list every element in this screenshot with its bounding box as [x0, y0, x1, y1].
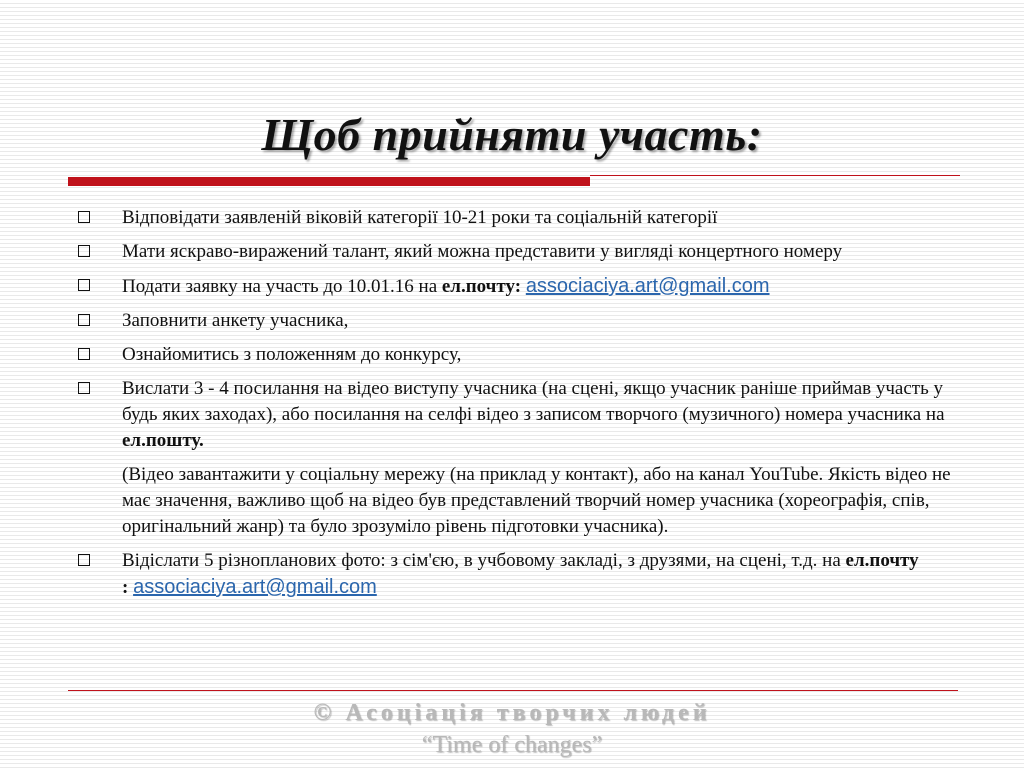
- list-item-text: Мати яскраво-виражений талант, який можна представити у вигляді концертного номеру: [122, 241, 843, 262]
- title-underline-thin: [590, 175, 960, 176]
- list-item-bold: ел.почту:: [441, 276, 522, 297]
- list-item: [72, 239, 952, 265]
- list-item-text: Подати заявку на участь до 10.01.16 на: [122, 276, 442, 297]
- list-item-text: Вислати 3 - 4 посилання на відео виступу учасника (на сцені, якщо учасник раніше приймав участь у будь яких заходах), або посилання на селфі відео з записом творчого (музичного) номера учасника на: [122, 378, 945, 425]
- list-item-bold: ел.почту :: [122, 550, 919, 598]
- list-item: [72, 205, 952, 231]
- list-item-bold: ел.пошту.: [122, 430, 204, 451]
- list-item-text: Відповідати заявленій віковій категорії 10-21 роки та соціальній категорії: [122, 207, 718, 228]
- list-item: [72, 273, 952, 300]
- list-item-text: Заповнити анкету учасника,: [122, 310, 349, 331]
- square-bullet-icon: [78, 348, 90, 360]
- requirements-list: [72, 205, 952, 609]
- video-note: (Відео завантажити у соціальну мережу (на приклад у контакт), або на канал YouTube. Якість відео не має значення, важливо щоб на відео був представлений творчий номер учасника (хореографія, спів, оригінальний жанр) та було зрозуміло рівень підготовки учасника).: [122, 464, 951, 537]
- footer-divider: [68, 690, 958, 691]
- list-item: [72, 548, 952, 601]
- footer-copyright: © Асоціація творчих людей: [313, 700, 711, 726]
- list-item: [72, 376, 952, 454]
- square-bullet-icon: [78, 554, 90, 566]
- title-underline-thick: [68, 177, 590, 186]
- square-bullet-icon: [78, 314, 90, 326]
- square-bullet-icon: [78, 279, 90, 291]
- square-bullet-icon: [78, 382, 90, 394]
- footer-slogan: “Time of changes”: [421, 732, 603, 758]
- list-item: [72, 342, 952, 368]
- list-item-text: Ознайомитись з положенням до конкурсу,: [122, 344, 462, 365]
- email-link[interactable]: associaciya.art@gmail.com: [525, 275, 770, 297]
- email-link[interactable]: associaciya.art@gmail.com: [133, 576, 377, 598]
- list-item: [72, 308, 952, 334]
- square-bullet-icon: [78, 245, 90, 257]
- slide-title: Щоб прийняти участь:: [261, 109, 763, 160]
- square-bullet-icon: [78, 211, 90, 223]
- list-item-text: Відіслати 5 різнопланових фото: з сім'єю, в учбовому закладі, з друзями, на сцені, т.д. на: [122, 550, 846, 571]
